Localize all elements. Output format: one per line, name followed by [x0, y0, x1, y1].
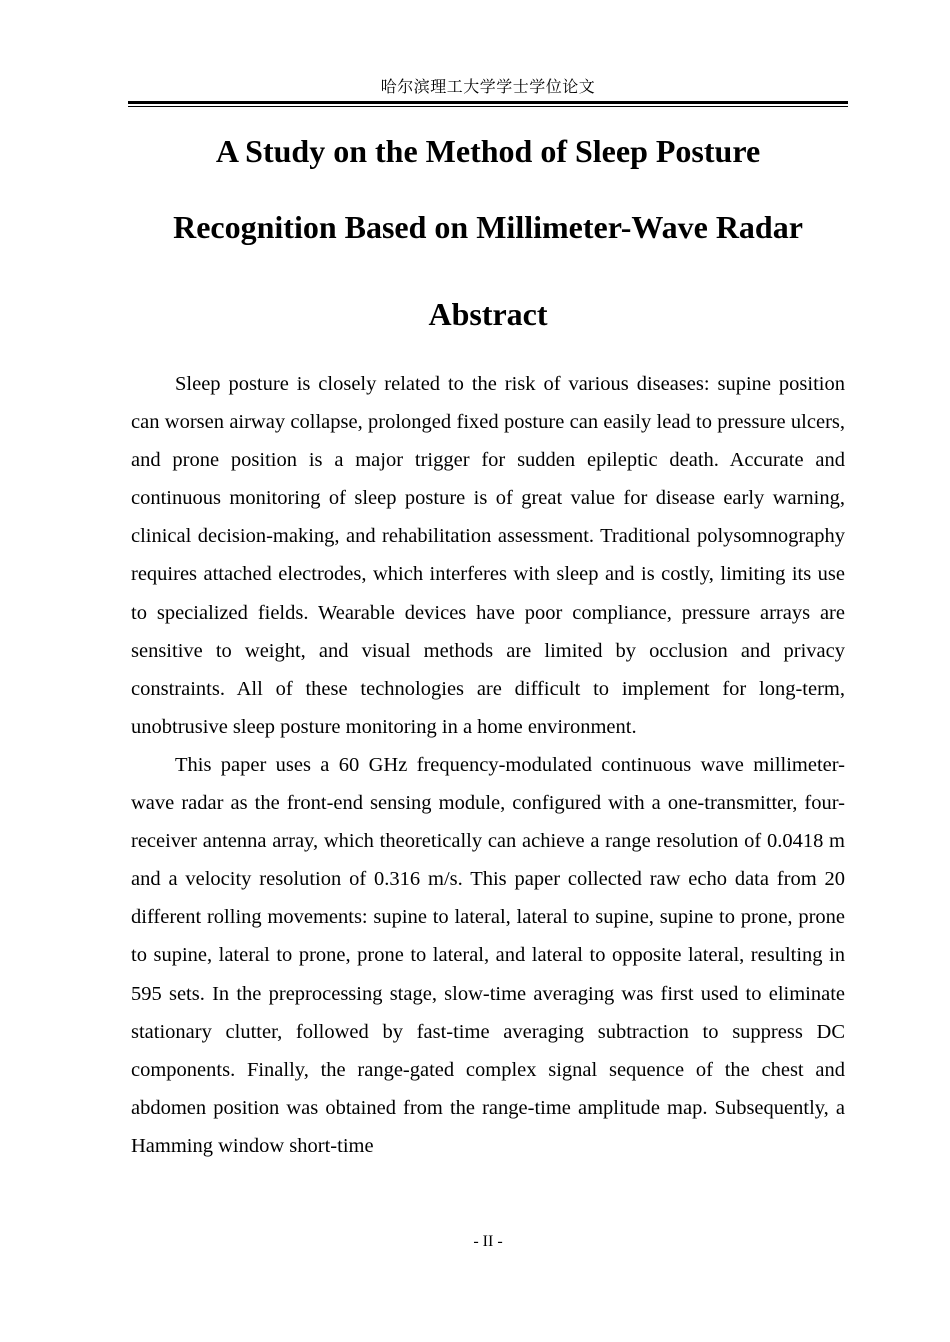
page-number: - II -: [473, 1233, 503, 1250]
abstract-body: [131, 365, 845, 1165]
paper-title-line-2: Recognition Based on Millimeter-Wave Radar: [173, 209, 803, 245]
abstract-paragraph-1: Sleep posture is closely related to the risk of various diseases: supine position can worsen airway collapse, prolonged fixed posture can easily lead to pressure ulcers, and prone position is a major trigger for sudden epileptic death. Accurate and continuous monitoring of sleep posture is of great value for disease early warning, clinical decision-making, and rehabilitation assessment. Traditional polysomnography requires attached electrodes, which interferes with sleep and is costly, limiting its use to specialized fields. Wearable devices have poor compliance, pressure arrays are sensitive to weight, and visual methods are limited by occlusion and privacy constraints. All of these technologies are difficult to implement for long-term, unobtrusive sleep posture monitoring in a home environment.: [131, 373, 845, 738]
header-rule-thick: [128, 101, 848, 104]
abstract-heading: Abstract: [428, 296, 548, 332]
header-rule-thin: [128, 106, 848, 107]
paper-title-line-1: A Study on the Method of Sleep Posture: [215, 133, 761, 169]
running-header: 哈尔滨理工大学学士学位论文: [380, 79, 596, 96]
abstract-paragraph-2: This paper uses a 60 GHz frequency-modulated continuous wave millimeter-wave radar as the front-end sensing module, configured with a one-transmitter, four-receiver antenna array, which theoretically can achieve a range resolution of 0.0418 m and a velocity resolution of 0.316 m/s. This paper collected raw echo data from 20 different rolling movements: supine to lateral, lateral to supine, supine to prone, prone to supine, lateral to prone, prone to lateral, and lateral to opposite lateral, resulting in 595 sets. In the preprocessing stage, slow-time averaging was first used to eliminate stationary clutter, followed by fast-time averaging subtraction to suppress DC components. Finally, the range-gated complex signal sequence of the chest and abdomen position was obtained from the range-time amplitude map. Subsequently, a Hamming window short-time: [131, 753, 845, 1157]
